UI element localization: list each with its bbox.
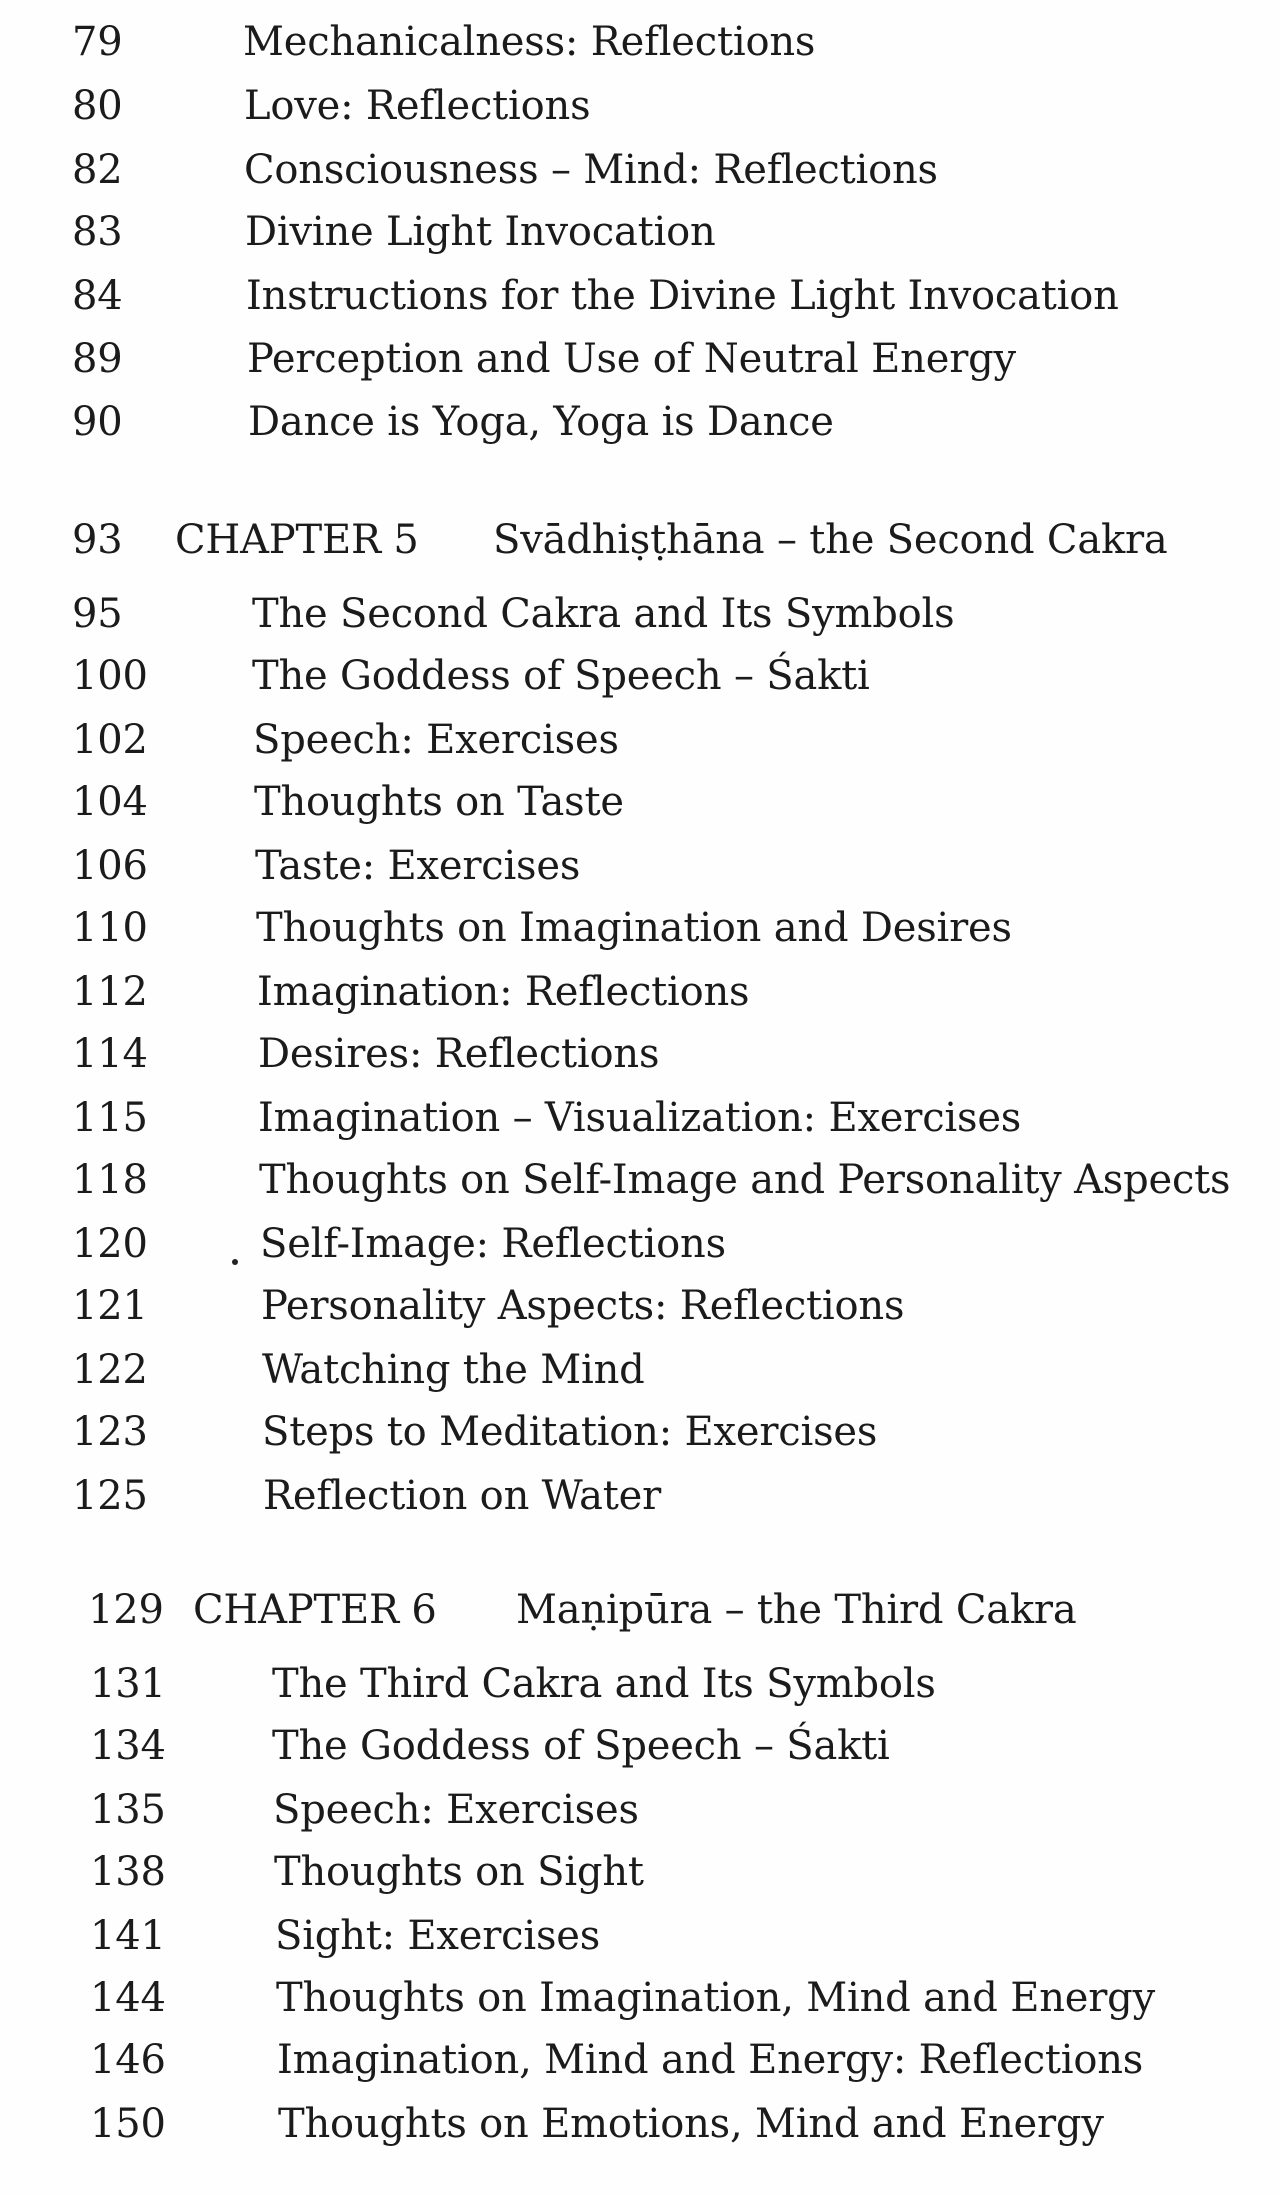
entry-title: Imagination – Visualization: Exercises: [258, 1095, 1022, 1141]
entry-title: Love: Reflections: [244, 83, 591, 129]
page-number: 106: [72, 843, 148, 889]
page-number: 102: [72, 717, 148, 763]
page-number: 120: [72, 1221, 148, 1267]
page-number: 144: [90, 1975, 166, 2021]
entry-title: The Second Cakra and Its Symbols: [252, 591, 955, 637]
entry-title: Thoughts on Taste: [254, 779, 624, 825]
entry-title: Thoughts on Imagination and Desires: [256, 905, 1012, 951]
page-number: 138: [90, 1849, 166, 1895]
entry-title: Consciousness – Mind: Reflections: [244, 147, 938, 193]
entry-title: Sight: Exercises: [275, 1913, 601, 1959]
entry-title: Steps to Meditation: Exercises: [262, 1409, 878, 1455]
page-number: 83: [72, 209, 123, 255]
page-number: 79: [72, 19, 123, 65]
page-number: 100: [72, 653, 148, 699]
page-number: 118: [72, 1157, 148, 1203]
entry-title: Speech: Exercises: [253, 717, 619, 763]
page-number: 141: [90, 1913, 166, 1959]
chapter-title: Svādhiṣṭhāna – the Second Cakra: [493, 517, 1168, 563]
ink-speck: [232, 1259, 238, 1265]
entry-title: Thoughts on Sight: [274, 1849, 644, 1895]
entry-title: Thoughts on Emotions, Mind and Energy: [278, 2101, 1104, 2147]
entry-title: Mechanicalness: Reflections: [243, 19, 816, 65]
page-number: 146: [90, 2037, 166, 2083]
chapter-label: CHAPTER 5: [175, 517, 419, 563]
entry-title: Taste: Exercises: [255, 843, 581, 889]
page-number: 123: [72, 1409, 148, 1455]
entry-title: Instructions for the Divine Light Invocation: [246, 273, 1119, 319]
page-number: 80: [72, 83, 123, 129]
page-number: 95: [72, 591, 123, 637]
entry-title: Perception and Use of Neutral Energy: [247, 336, 1016, 382]
page-number: 131: [90, 1661, 166, 1707]
page-number: 122: [72, 1347, 148, 1393]
page-number: 110: [72, 905, 148, 951]
page-number: 134: [90, 1723, 166, 1769]
entry-title: Imagination, Mind and Energy: Reflections: [277, 2037, 1144, 2083]
chapter-page-number: 129: [88, 1587, 164, 1633]
entry-title: Divine Light Invocation: [245, 209, 716, 255]
entry-title: Watching the Mind: [262, 1347, 645, 1393]
entry-title: Personality Aspects: Reflections: [261, 1283, 905, 1329]
page-number: 135: [90, 1787, 166, 1833]
page-number: 84: [72, 273, 123, 319]
page-number: 112: [72, 969, 148, 1015]
entry-title: Reflection on Water: [263, 1473, 661, 1519]
entry-title: The Goddess of Speech – Śakti: [272, 1723, 890, 1769]
chapter-label: CHAPTER 6: [193, 1587, 437, 1633]
entry-title: The Goddess of Speech – Śakti: [252, 653, 870, 699]
page-number: 121: [72, 1283, 148, 1329]
entry-title: Dance is Yoga, Yoga is Dance: [248, 399, 834, 445]
entry-title: Self-Image: Reflections: [260, 1221, 726, 1267]
page-number: 82: [72, 147, 123, 193]
page-number: 150: [90, 2101, 166, 2147]
chapter-title: Maṇipūra – the Third Cakra: [516, 1587, 1077, 1633]
page-number: 125: [72, 1473, 148, 1519]
entry-title: The Third Cakra and Its Symbols: [272, 1661, 936, 1707]
entry-title: Thoughts on Self-Image and Personality Aspects: [259, 1157, 1231, 1203]
page-number: 104: [72, 779, 148, 825]
chapter-page-number: 93: [72, 517, 123, 563]
entry-title: Speech: Exercises: [273, 1787, 639, 1833]
page-number: 90: [72, 399, 123, 445]
page-number: 114: [72, 1031, 148, 1077]
page-number: 89: [72, 336, 123, 382]
entry-title: Thoughts on Imagination, Mind and Energy: [276, 1975, 1155, 2021]
page-number: 115: [72, 1095, 148, 1141]
entry-title: Desires: Reflections: [258, 1031, 660, 1077]
entry-title: Imagination: Reflections: [257, 969, 750, 1015]
